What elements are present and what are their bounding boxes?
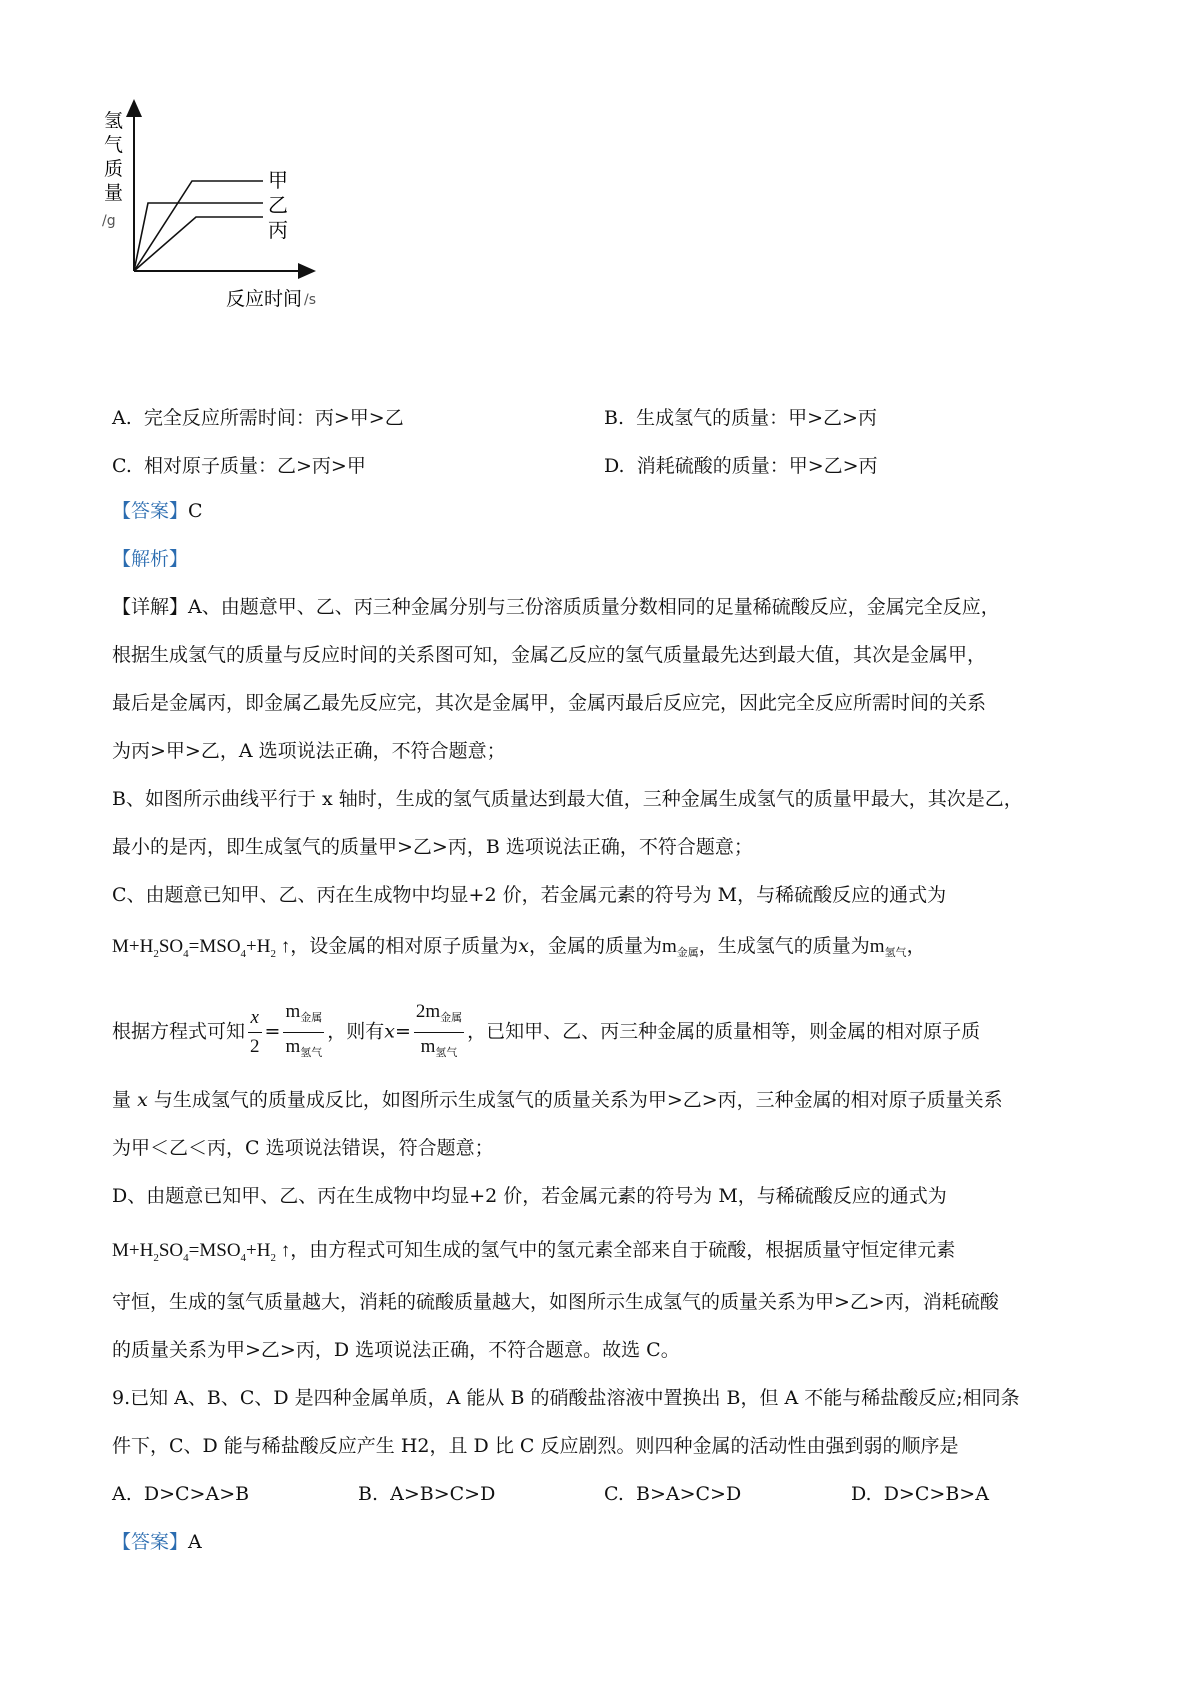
y-unit: /g bbox=[102, 213, 116, 229]
detail-line: D、由题意已知甲、乙、丙在生成物中均显+2 价，若金属元素的符号为 M，与稀硫酸反应的通式为 bbox=[112, 1185, 947, 1207]
detail-line: 守恒，生成的氢气质量越大，消耗的硫酸质量越大，如图所示生成氢气的质量关系为甲>乙>丙，消耗硫酸 bbox=[112, 1291, 999, 1313]
y-label-char: 量 bbox=[104, 182, 124, 204]
hydrogen-mass-graph bbox=[102, 105, 358, 345]
series-label-yi: 乙 bbox=[268, 193, 288, 217]
x-label: 反应时间 bbox=[226, 288, 303, 310]
option-letter: C. bbox=[112, 455, 132, 477]
q9-option-d: D. D>C>B>A bbox=[851, 1483, 989, 1505]
detail-line: C、由题意已知甲、乙、丙在生成物中均显+2 价，若金属元素的符号为 M，与稀硫酸反应的通式为 bbox=[112, 884, 947, 906]
curve-bing bbox=[134, 217, 263, 271]
chemical-equation: $M+H_2SO_4=MSO_4+H_2$ ↑ bbox=[112, 936, 291, 960]
q9-stem-line: 件下，C、D 能与稀盐酸反应产生 H2，且 D 比 C 反应剧烈。则四种金属的活动性由强到弱的顺序是 bbox=[112, 1435, 959, 1457]
answer-tag: 【答案】 bbox=[112, 1531, 189, 1553]
equation-line: $M+H_2SO_4=MSO_4+H_2$ ↑，由方程式可知生成的氢气中的氢元素全部来自于硫酸，根据质量守恒定律元素 bbox=[112, 1239, 956, 1264]
x-unit: /s bbox=[304, 292, 317, 308]
detail-line: 为丙>甲>乙，A 选项说法正确，不符合题意； bbox=[112, 740, 506, 762]
option-text: 完全反应所需时间：丙>甲>乙 bbox=[143, 407, 404, 429]
q9-option-c: C. B>A>C>D bbox=[604, 1483, 742, 1505]
answer-value: A bbox=[188, 1531, 202, 1553]
detail-line: 根据生成氢气的质量与反应时间的关系图可知，金属乙反应的氢气质量最先达到最大值，其次是金属甲， bbox=[112, 644, 987, 666]
q9-option-b: B. A>B>C>D bbox=[358, 1483, 496, 1505]
detail-line: 最小的是丙，即生成氢气的质量甲>乙>丙，B 选项说法正确，不符合题意； bbox=[112, 836, 753, 858]
metal-mass-symbol: $m_{金属}$ bbox=[661, 936, 699, 959]
fraction-x-formula: $\frac{2m_{金属}}{m_{氢气}}$ bbox=[414, 998, 464, 1067]
option-text: 生成氢气的质量：甲>乙>丙 bbox=[636, 407, 877, 429]
answer-tag: 【答案】 bbox=[112, 500, 189, 522]
detail-line: 【详解】A、由题意甲、乙、丙三种金属分别与三份溶质质量分数相同的足量稀硫酸反应，金属完全反应， bbox=[112, 596, 1000, 618]
answer-value: C bbox=[188, 500, 203, 522]
q9-answer bbox=[112, 1530, 202, 1554]
chemical-equation: $M+H_2SO_4=MSO_4+H_2$ ↑ bbox=[112, 1240, 291, 1264]
detail-line: B、如图所示曲线平行于 x 轴时，生成的氢气质量达到最大值，三种金属生成氢气的质量甲最大，其次是乙， bbox=[112, 788, 1023, 810]
curve-jia bbox=[134, 181, 263, 271]
q8-option-b bbox=[604, 406, 877, 430]
detail-line: 最后是金属丙，即金属乙最先反应完，其次是金属甲，金属丙最后反应完，因此完全反应所需时间的关系 bbox=[112, 692, 987, 714]
analysis-tag: 【解析】 bbox=[112, 548, 189, 570]
hydrogen-mass-symbol: $m_{氢气}$ bbox=[869, 936, 907, 959]
q9-stem-line: 9.已知 A、B、C、D 是四种金属单质，A 能从 B 的硝酸盐溶液中置换出 B，但 A 不能与稀盐酸反应;相同条 bbox=[112, 1387, 1020, 1409]
series-label-bing: 丙 bbox=[268, 218, 288, 242]
option-letter: A. bbox=[112, 407, 132, 429]
fraction-mass-ratio: $\frac{m_{金属}}{m_{氢气}}$ bbox=[283, 998, 324, 1067]
curve-yi bbox=[134, 203, 263, 271]
y-label-char: 质 bbox=[104, 158, 124, 180]
q8-option-c bbox=[112, 454, 366, 478]
detail-line: 为甲＜乙＜丙，C 选项说法错误，符合题意； bbox=[112, 1137, 494, 1159]
option-text: 相对原子质量：乙>丙>甲 bbox=[144, 455, 366, 477]
fraction-x-over-2: $\frac{x}{2}$ bbox=[248, 1004, 262, 1061]
option-letter: D. bbox=[604, 455, 625, 477]
equation-line: $M+H_2SO_4=MSO_4+H_2$ ↑，设金属的相对原子质量为x，金属的质量为$m_{金属}$，生成氢气的质量为$m_{氢气}$， bbox=[112, 935, 926, 960]
q8-option-a bbox=[112, 406, 404, 430]
option-text: 消耗硫酸的质量：甲>乙>丙 bbox=[636, 455, 878, 477]
y-label-char: 氢 bbox=[104, 110, 124, 132]
y-label-char: 气 bbox=[104, 134, 124, 156]
q8-option-d bbox=[604, 454, 878, 478]
detail-line: 的质量关系为甲>乙>丙，D 选项说法正确，不符合题意。故选 C。 bbox=[112, 1339, 680, 1361]
fraction-line: 根据方程式可知 $\frac{x}{2}$ = $\frac{m_{金属}}{m_{氢气}}$ ，则有x= $\frac{2m_{金属}}{m_{氢气}}$ ，已知甲、乙、丙三种金属的质量相等，则金属的相对原子质 bbox=[112, 998, 980, 1067]
q9-option-a: A. D>C>A>B bbox=[112, 1483, 250, 1505]
option-letter: B. bbox=[604, 407, 625, 429]
detail-line: 量 x 与生成氢气的质量成反比，如图所示生成氢气的质量关系为甲>乙>丙，三种金属的相对原子质量关系 bbox=[112, 1089, 1003, 1111]
series-label-jia: 甲 bbox=[268, 168, 288, 192]
q8-answer bbox=[112, 499, 203, 523]
